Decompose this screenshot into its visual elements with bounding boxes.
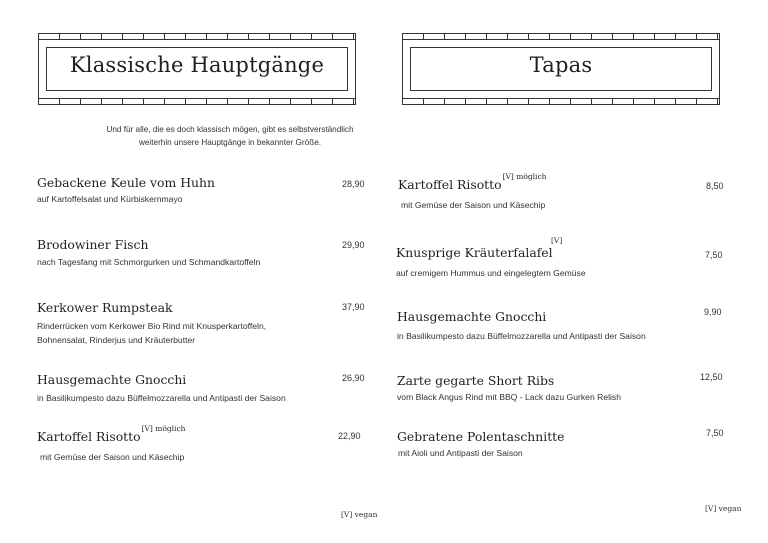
menu-item-price: 9,90 [704,307,722,317]
menu-item-description: vom Black Angus Rind mit BBQ - Lack dazu Gurken Relish [397,392,622,402]
menu-item-description: in Basilikumpesto dazu Büffelmozzarella und Antipasti der Saison [397,331,646,341]
vegan-tag: [V] möglich [502,172,547,181]
menu-item-description: auf cremigem Hummus und eingelegtem Gemüse [396,268,586,278]
menu-item-price: 26,90 [342,373,365,383]
menu-item-description [37,319,266,347]
section-title-tapas: Tapas [529,53,593,77]
menu-item-name-text: Kartoffel Risotto [37,429,141,444]
vegan-legend: [V] vegan [705,504,742,513]
menu-item-name: Gebackene Keule vom Huhn [37,175,215,190]
menu-item-price: 29,90 [342,240,365,250]
menu-item-name: Hausgemachte Gnocchi [37,372,187,387]
menu-item-name: Knusprige Kräuterfalafel [396,245,553,260]
menu-item-name [37,424,186,444]
menu-item-price: 28,90 [342,179,365,189]
vegan-legend: [V] vegan [341,510,378,519]
intro-line: Und für alle, die es doch klassisch mögen, gibt es selbstverständlich [106,125,354,134]
menu-item-description: in Basilikumpesto dazu Büffelmozzarella und Antipasti der Saison [37,393,286,403]
menu-item-name: Brodowiner Fisch [37,237,149,252]
menu-item-description: mit Gemüse der Saison und Käsechip [401,200,546,210]
menu-item-name: Kerkower Rumpsteak [37,300,173,315]
menu-item-price: 7,50 [706,428,724,438]
menu-item-price: 7,50 [705,250,723,260]
menu-item-price: 8,50 [706,181,724,191]
banner-left [38,33,356,105]
menu-item-price: 22,90 [338,431,361,441]
intro-line: weiterhin unsere Hauptgänge in bekannter Größe. [138,138,322,147]
menu-item-description: auf Kartoffelsalat und Kürbiskernmayo [37,194,183,204]
description-line: Rinderrücken vom Kerkower Bio Rind mit Knusperkartoffeln, [37,321,267,331]
vegan-tag: [V] möglich [141,424,186,433]
vegan-tag: [V] [551,236,563,245]
menu-item-price: 37,90 [342,302,365,312]
menu-item-price: 12,50 [700,372,723,382]
menu-item-description: mit Gemüse der Saison und Käsechip [40,452,185,462]
menu-item-name-text: Kartoffel Risotto [398,177,502,192]
section-title-classic: Klassische Hauptgänge [69,53,325,77]
menu-item-name: Zarte gegarte Short Ribs [397,373,555,388]
menu-item-description: nach Tagesfang mit Schmorgurken und Schmandkartoffeln [37,257,261,267]
menu-item-name: Hausgemachte Gnocchi [397,309,547,324]
menu-item-description: mit Aioli und Antipasti der Saison [398,448,523,458]
menu-item-name: Gebratene Polentaschnitte [397,429,565,444]
description-line: Bohnensalat, Rinderjus und Kräuterbutter [37,335,196,345]
intro-text [40,123,420,149]
menu-item-name [398,172,547,192]
banner-right [402,33,720,105]
